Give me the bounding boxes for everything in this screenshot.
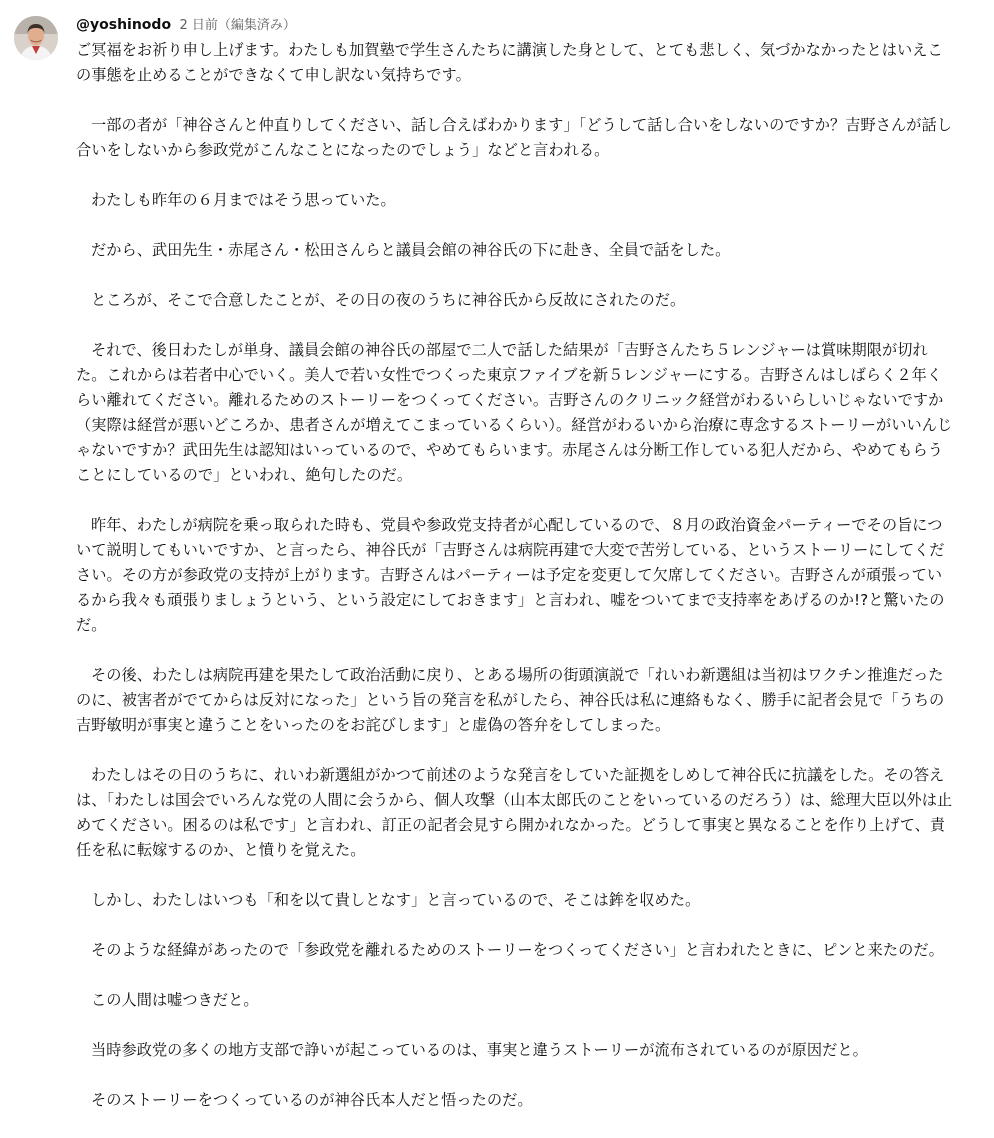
comment-timestamp[interactable]: 2 日前（編集済み） [179,18,296,33]
author-name[interactable]: @yoshinodo [76,17,172,33]
comment-paragraph: わたしはその日のうちに、れいわ新選組がかつて前述のような発言をしていた証拠をしめして神谷氏に抗議をした。その答えは、「わたしは国会でいろんな党の人間に会うから、個人攻撃（山本太郎氏のことをいっているのだろう）は、総理大臣以外は止めてください。困るのは私です」と言われ、訂正の記者会見すら開かれなかった。どうして事実と異なることを作り上げて、責任を私に転嫁するのか、と憤りを覚えた。 [76,766,953,859]
comment-paragraph: わたしも昨年の６月まではそう思っていた。 [91,191,396,209]
comment-paragraph: 昨年、わたしが病院を乗っ取られた時も、党員や参政党支持者が心配しているので、８月の政治資金パーティーでその旨について説明してもいいですか、と言ったら、神谷氏が「吉野さんは病院再建で大変で苦労している、というストーリーにしてください。その方が参政党の支持が上がります。吉野さんはパーティーは予定を変更して欠席してください。吉野さんが頑張っているから我々も頑張りましょうという、という設定にしておきます」と言われ、嘘をついてまで支持率をあげるのか!?と驚いたのだ。 [76,516,945,634]
comment-paragraph: そのような経緯があったので「参政党を離れるためのストーリーをつくってください」と言われたときに、ピンと来たのだ。 [91,941,944,959]
comment-paragraph: ところが、そこで合意したことが、その日の夜のうちに神谷氏から反故にされたのだ。 [91,291,686,309]
comment-header [76,12,296,38]
avatar[interactable] [14,16,58,60]
comment-paragraph: それで、後日わたしが単身、議員会館の神谷氏の部屋で二人で話した結果が「吉野さんたち５レンジャーは賞味期限が切れた。これからは若者中心でいく。美人で若い女性でつくった東京ファイブを新５レンジャーにする。吉野さんはしばらく２年くらい離れてください。離れるためのストーリーをつくってください。吉野さんのクリニック経営がわるいらしいじゃないですか（実際は経営が悪いどころか、患者さんが増えてこまっているくらい）。経営がわるいから治療に専念するストーリーがいいんじゃないですか？武田先生は認知はいっているので、やめてもらいます。赤尾さんは分断工作している犯人だから、やめてもらうことにしているので」といわれ、絶句したのだ。 [76,341,953,484]
comment-paragraph: だから、武田先生・赤尾さん・松田さんらと議員会館の神谷氏の下に赴き、全員で話をした。 [91,241,731,259]
comment-paragraph: しかし、わたしはいつも「和を以て貴しとなす」と言っているので、そこは鉾を収めた。 [91,891,701,909]
comment-body [76,38,956,1138]
comment-paragraph: ご冥福をお祈り申し上げます。わたしも加賀塾で学生さんたちに講演した身として、とても悲しく、気づかなかったとはいえこの事態を止めることができなくて申し訳ない気持ちです。 [76,41,943,84]
comment-paragraph: 当時参政党の多くの地方支部で諍いが起こっているのは、事実と違うストーリーが流布されているのが原因だと。 [91,1041,868,1059]
avatar-image [14,16,58,60]
comment-paragraph: この人間は嘘つきだと。 [91,991,259,1009]
comment-paragraph: 一部の者が「神谷さんと仲直りしてください、話し合えばわかります」「どうして話し合いをしないのですか？吉野さんが話し合いをしないから参政党がこんなことになったのでしょう」などと言われる。 [76,116,952,159]
comment-paragraph: その後、わたしは病院再建を果たして政治活動に戻り、とある場所の街頭演説で「れいわ新選組は当初はワクチン推進だったのに、被害者がでてからは反対になった」という旨の発言を私がしたら、神谷氏は私に連絡もなく、勝手に記者会見で「うちの吉野敏明が事実と違うことをいったのをお詫びします」と虚偽の答弁をしてしまった。 [76,666,945,734]
comment-paragraph: そのストーリーをつくっているのが神谷氏本人だと悟ったのだ。 [91,1091,533,1109]
